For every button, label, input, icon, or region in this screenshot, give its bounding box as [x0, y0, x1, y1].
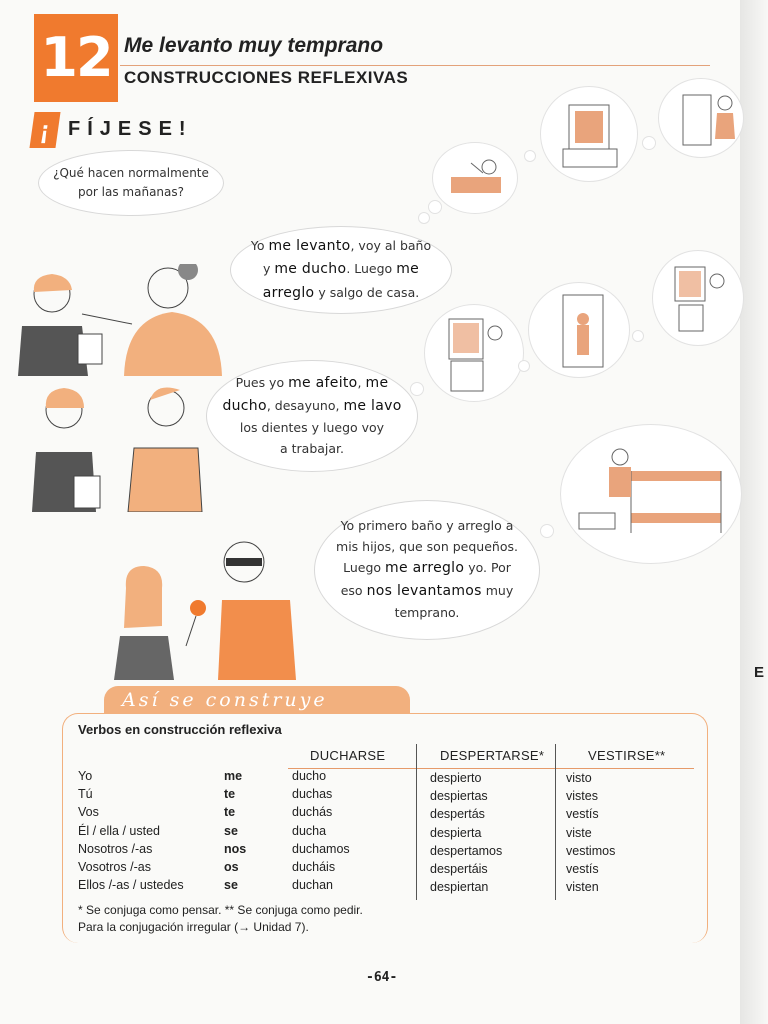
column-header-ducharse: DUCHARSE: [310, 748, 386, 763]
column-header-vestirse: VESTIRSE**: [588, 748, 666, 763]
woman-and-man-illustration: [30, 380, 210, 512]
verb-cell: despierta: [430, 825, 482, 840]
subject-cell: Ellos /-as / ustedes: [78, 878, 184, 893]
thought-bubble-shaving: [424, 304, 524, 402]
verb-cell: duchás: [292, 805, 333, 820]
shower-illustration: [529, 283, 631, 379]
thought-bubble-shower: [528, 282, 630, 378]
page-number: -64-: [366, 970, 398, 985]
question-line: por las mañanas?: [77, 185, 185, 199]
thought-dot: [632, 330, 644, 342]
thought-bubble-mirror: [652, 250, 744, 346]
kids-bunkbed-illustration: [561, 425, 743, 565]
edge-letter: E: [754, 664, 765, 681]
pronoun-cell: te: [224, 787, 236, 802]
woman-speech-bubble: Yo me levanto, voy al baño y me ducho. Luego me arreglo y salgo de casa.: [230, 226, 452, 314]
ducharse-column: [292, 767, 350, 894]
pronoun-cell: se: [224, 878, 238, 893]
verb-cell: despiertas: [430, 789, 488, 804]
verb-cell: despierto: [430, 771, 482, 785]
thought-dot: [518, 360, 530, 372]
man-speech-bubble: Pues yo me afeito, me ducho, desayuno, me lavo los dientes y luego voy a trabajar.: [206, 360, 418, 472]
thought-dot: [642, 136, 656, 150]
despertarse-column: [430, 769, 502, 896]
thought-bubble-bathroom: [540, 86, 638, 182]
mirror-illustration: [653, 251, 745, 347]
verb-cell: visten: [566, 880, 599, 895]
verb-cell: ducháis: [292, 860, 336, 875]
vestirse-column: [566, 769, 615, 896]
verb-cell: vestís: [566, 862, 599, 877]
question-line: ¿Qué hacen normalmente: [53, 166, 209, 181]
pronouns-column: [224, 767, 246, 894]
verb-cell: vistes: [566, 789, 598, 804]
subject-cell: Yo: [78, 769, 93, 783]
thought-dot: [540, 524, 554, 538]
pronoun-cell: os: [224, 860, 239, 875]
verb-cell: ducha: [292, 823, 327, 838]
verb-cell: vestís: [566, 807, 599, 822]
unit-number-badge: 12: [34, 14, 118, 102]
question-bubble: [38, 150, 224, 216]
thought-dot: [418, 212, 430, 224]
verb-cell: duchan: [292, 878, 334, 893]
verb-cell: visto: [566, 771, 592, 785]
verb-cell: despertáis: [430, 862, 488, 877]
section-tab: Así se construye: [104, 686, 410, 714]
pronoun-cell: te: [224, 805, 236, 820]
fijese-mark: ¡: [29, 112, 60, 148]
women-talking-illustration: [12, 264, 222, 380]
subject-cell: Tú: [78, 787, 93, 802]
subject-cell: Vos: [78, 805, 99, 820]
pronoun-cell: me: [224, 769, 243, 783]
footnote-conjugation: * Se conjuga como pensar. ** Se conjuga como pedir.: [78, 903, 363, 917]
pronoun-cell: nos: [224, 841, 247, 856]
verb-cell: despiertan: [430, 880, 489, 895]
footnote-irregular: Para la conjugación irregular (→ Unidad 7).: [78, 920, 309, 934]
thought-bubble-waking: [432, 142, 518, 214]
thought-bubble-kids: [560, 424, 742, 564]
dressing-illustration: [659, 79, 745, 159]
title-rule: [120, 65, 710, 66]
fijese-heading: FÍJESE!: [68, 118, 193, 140]
unit-title: Me levanto muy temprano: [124, 34, 384, 57]
subject-cell: Él / ella / usted: [78, 823, 160, 838]
column-divider: [416, 744, 417, 900]
column-header-despertarse: DESPERTARSE*: [440, 748, 545, 763]
verb-cell: vestimos: [566, 843, 616, 858]
subject-cell: Nosotros /-as: [78, 841, 153, 856]
shaving-illustration: [425, 305, 525, 403]
column-divider: [555, 744, 556, 900]
interview-illustration: [110, 536, 306, 680]
pronoun-cell: se: [224, 823, 238, 838]
verb-cell: duchamos: [292, 841, 350, 856]
verb-cell: despertamos: [430, 843, 503, 858]
subject-cell: Vosotros /-as: [78, 860, 151, 875]
verb-cell: duchas: [292, 787, 333, 802]
unit-subtitle: CONSTRUCCIONES REFLEXIVAS: [124, 68, 409, 87]
bathroom-illustration: [541, 87, 639, 183]
thought-dot: [410, 382, 424, 396]
subjects-column: [78, 767, 184, 894]
thought-dot: [524, 150, 536, 162]
thought-bubble-dressing: [658, 78, 744, 158]
verb-cell: viste: [566, 825, 592, 840]
waking-up-illustration: [433, 143, 519, 215]
father-speech-bubble: Yo primero baño y arreglo a mis hijos, que son pequeños. Luego me arreglo yo. Por eso nos levantamos muy temprano.: [314, 500, 540, 640]
thought-dot: [428, 200, 442, 214]
verb-cell: ducho: [292, 769, 327, 783]
verb-cell: despertás: [430, 807, 485, 822]
table-title: Verbos en construcción reflexiva: [78, 722, 282, 737]
